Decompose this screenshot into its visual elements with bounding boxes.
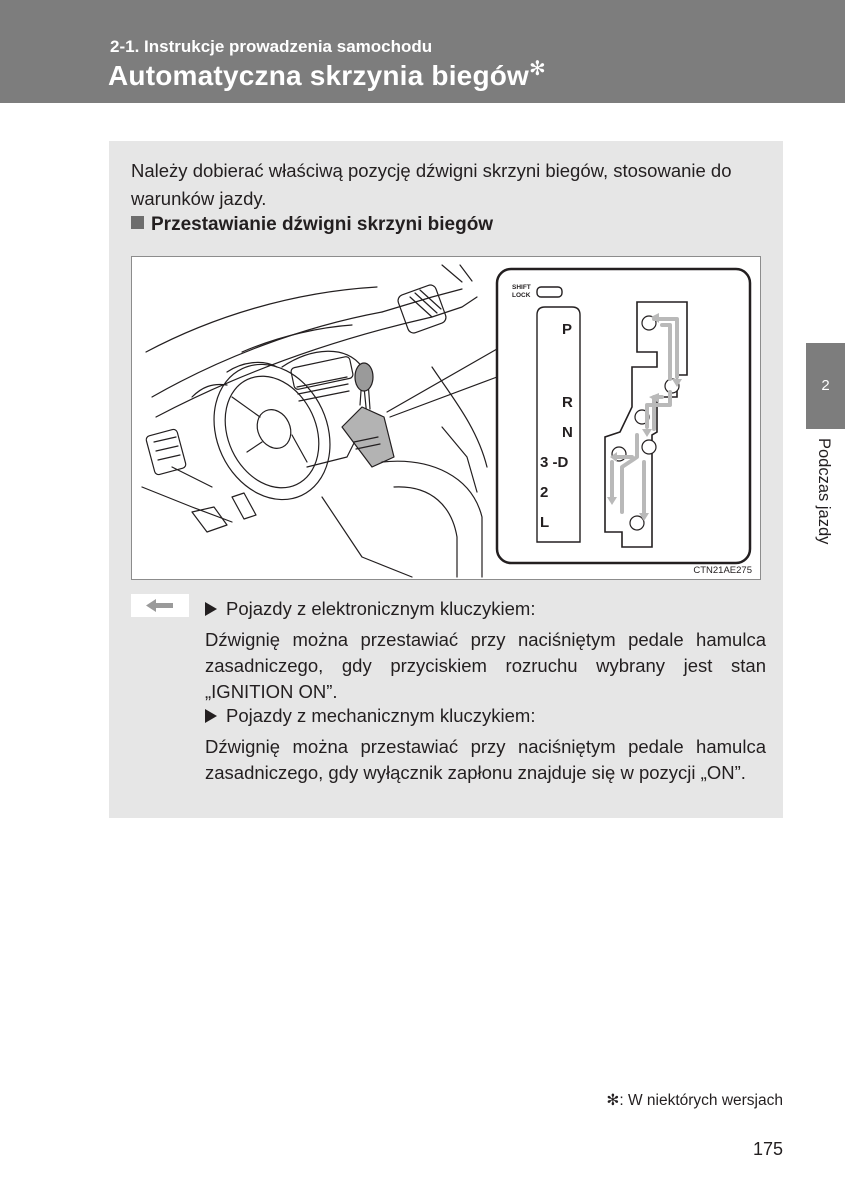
- position-p: P: [562, 321, 573, 338]
- shift-lock-label: SHIFT: [512, 284, 531, 291]
- chapter-label: Podczas jazdy: [815, 438, 833, 545]
- item-text: Dźwignię można przestawiać przy naciśniętym pedale hamulca zasadniczego, gdy przyciskiem rozruchu wybrany jest stan „IGNITION ON”.: [205, 629, 766, 702]
- list-item: Pojazdy z elektronicznym kluczykiem:: [205, 596, 535, 622]
- left-arrow-icon: [131, 594, 189, 617]
- shift-lock-button: [537, 287, 562, 297]
- illustration-drawing: [132, 257, 761, 580]
- chapter-tab: [806, 343, 845, 429]
- list-item: Pojazdy z mechanicznym kluczykiem:: [205, 703, 535, 729]
- footnote: ✻: W niektórych wersjach: [606, 1092, 783, 1109]
- section-title: 2-1. Instrukcje prowadzenia samochodu: [110, 37, 433, 56]
- square-bullet-icon: [131, 216, 144, 229]
- page-title: Automatyczna skrzynia biegów✻: [108, 58, 547, 91]
- arrow-marker: [131, 594, 189, 617]
- figure-code: CTN21AE275: [693, 565, 752, 576]
- position-l: L: [540, 514, 550, 531]
- item-text: Dźwignię można przestawiać przy naciśniętym pedale hamulca zasadniczego, gdy wyłącznik zapłonu znajduje się w pozycji „ON”.: [205, 736, 766, 783]
- position-r: R: [562, 394, 573, 411]
- footnote-mark: ✻: [529, 58, 547, 80]
- subheading: Przestawianie dźwigni skrzyni biegów: [131, 214, 493, 236]
- position-n: N: [562, 424, 573, 441]
- intro-text: Należy dobierać właściwą pozycję dźwigni skrzyni biegów, stosowanie do warunków jazdy.: [131, 160, 732, 209]
- position-2: 2: [540, 484, 549, 501]
- page-number: 175: [752, 1139, 783, 1159]
- shift-lock-label-2: LOCK: [512, 292, 531, 299]
- page-header: [0, 0, 845, 103]
- position-3d: 3 -D: [540, 454, 569, 471]
- triangle-bullet-icon: [205, 709, 217, 723]
- triangle-bullet-icon: [205, 602, 217, 616]
- chapter-number: 2: [821, 377, 830, 394]
- gear-shift-illustration: [131, 256, 761, 580]
